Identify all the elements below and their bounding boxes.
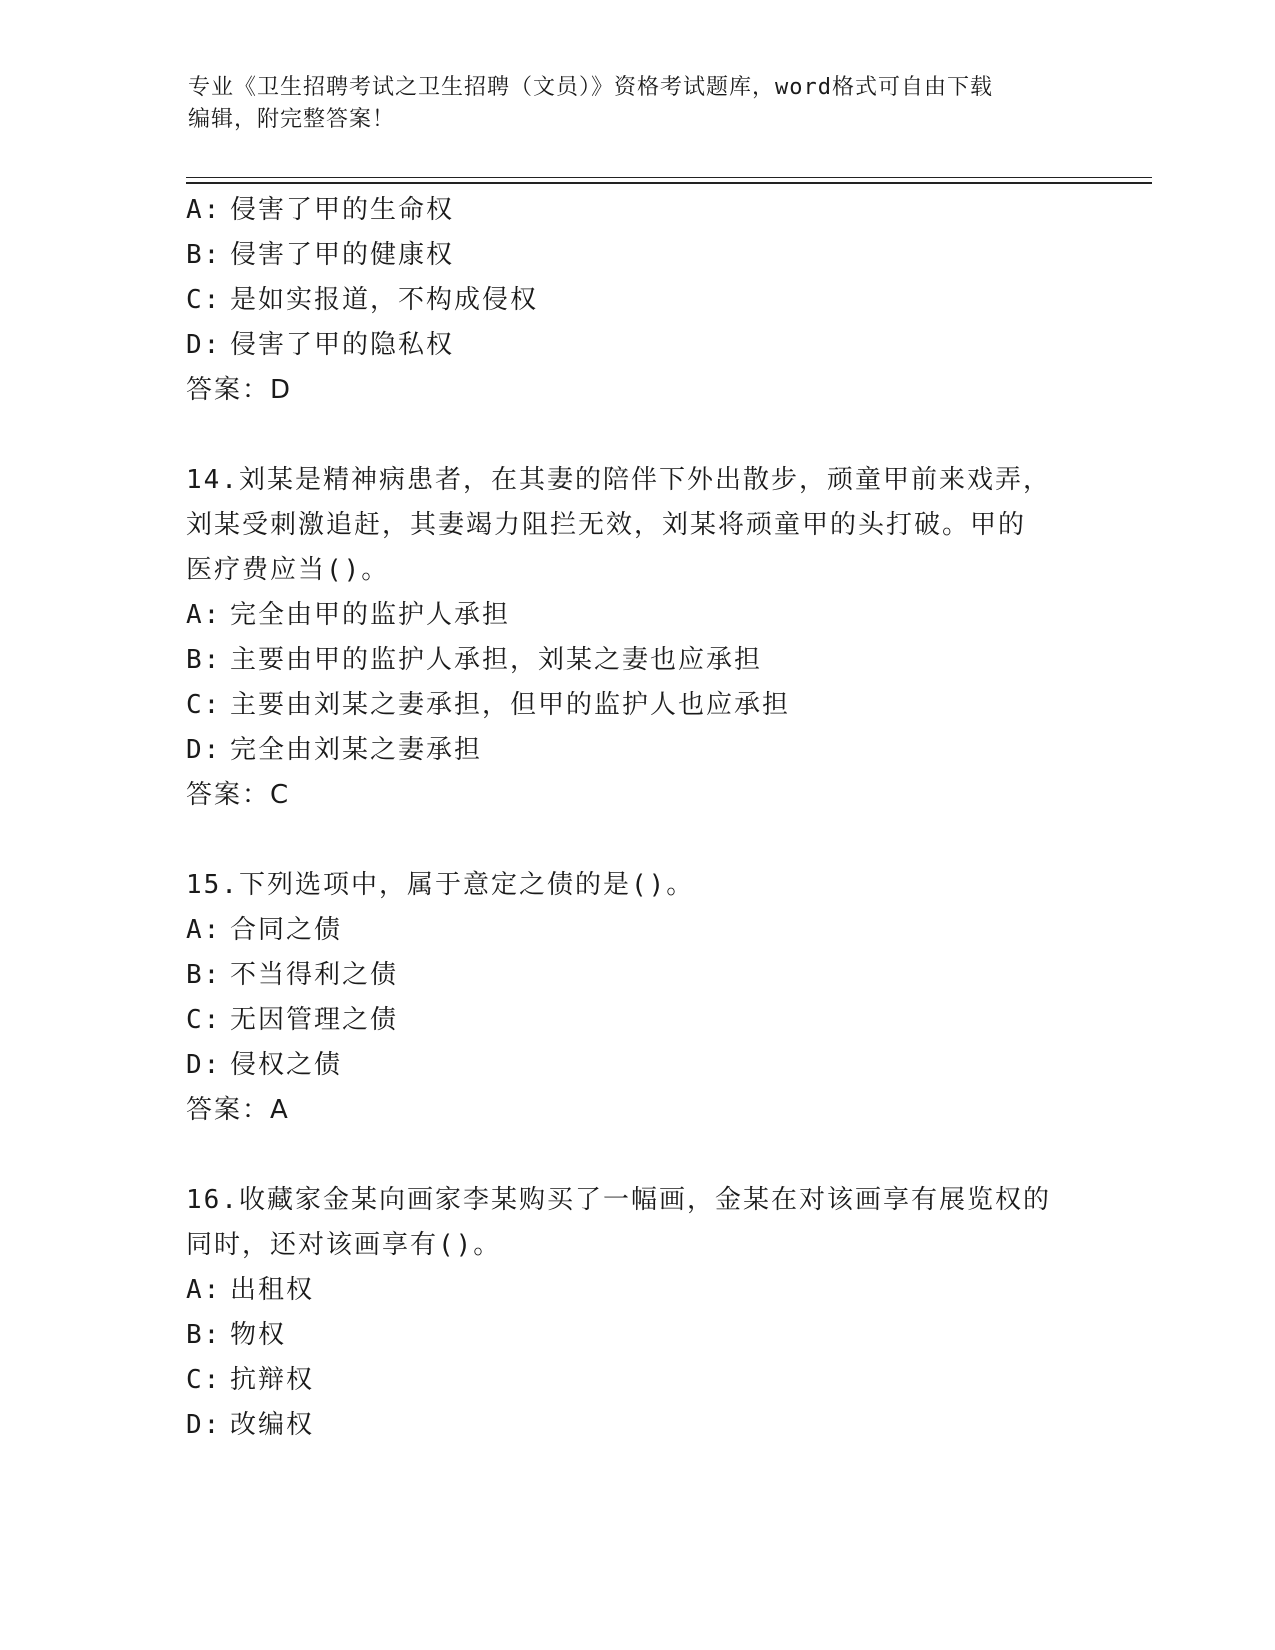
- question-16: [186, 1178, 1086, 1448]
- option-d: D: 改编权: [186, 1410, 315, 1440]
- option-a: A: 出租权: [186, 1275, 315, 1305]
- answer-line: 答案：C: [186, 780, 291, 810]
- option-d: D: 侵害了甲的隐私权: [186, 330, 455, 360]
- question-list: [186, 188, 1086, 1448]
- option-a: A: 完全由甲的监护人承担: [186, 600, 511, 630]
- question-14: [186, 458, 1086, 818]
- question-stem-line: 同时，还对该画享有()。: [186, 1230, 502, 1260]
- option-d: D: 侵权之债: [186, 1050, 343, 1080]
- answer-line: 答案：A: [186, 1095, 290, 1125]
- option-b: B: 侵害了甲的健康权: [186, 240, 455, 270]
- header-divider-thin: [186, 177, 1152, 178]
- header-divider-thick: [186, 182, 1152, 184]
- question-stem-line: 15.下列选项中，属于意定之债的是()。: [186, 870, 695, 900]
- option-c: C: 主要由刘某之妻承担，但甲的监护人也应承担: [186, 690, 791, 720]
- question-13: [186, 188, 1086, 413]
- question-stem-line: 16.收藏家金某向画家李某购买了一幅画，金某在对该画享有展览权的: [186, 1185, 1051, 1215]
- document-header: [188, 72, 1068, 136]
- option-b: B: 物权: [186, 1320, 287, 1350]
- header-line-1: 专业《卫生招聘考试之卫生招聘（文员）》资格考试题库，word格式可自由下载: [188, 75, 993, 100]
- option-a: A: 侵害了甲的生命权: [186, 195, 455, 225]
- question-15: [186, 863, 1086, 1133]
- option-c: C: 无因管理之债: [186, 1005, 399, 1035]
- question-stem-line: 医疗费应当()。: [186, 555, 390, 585]
- option-a: A: 合同之债: [186, 915, 343, 945]
- answer-line: 答案：D: [186, 375, 293, 405]
- question-stem-line: 14.刘某是精神病患者，在其妻的陪伴下外出散步，顽童甲前来戏弄，: [186, 465, 1051, 495]
- header-line-2: 编辑，附完整答案！: [188, 107, 396, 132]
- option-c: C: 是如实报道，不构成侵权: [186, 285, 539, 315]
- option-b: B: 主要由甲的监护人承担，刘某之妻也应承担: [186, 645, 763, 675]
- question-stem-line: 刘某受刺激追赶，其妻竭力阻拦无效，刘某将顽童甲的头打破。甲的: [186, 510, 1027, 540]
- option-c: C: 抗辩权: [186, 1365, 315, 1395]
- option-d: D: 完全由刘某之妻承担: [186, 735, 483, 765]
- option-b: B: 不当得利之债: [186, 960, 399, 990]
